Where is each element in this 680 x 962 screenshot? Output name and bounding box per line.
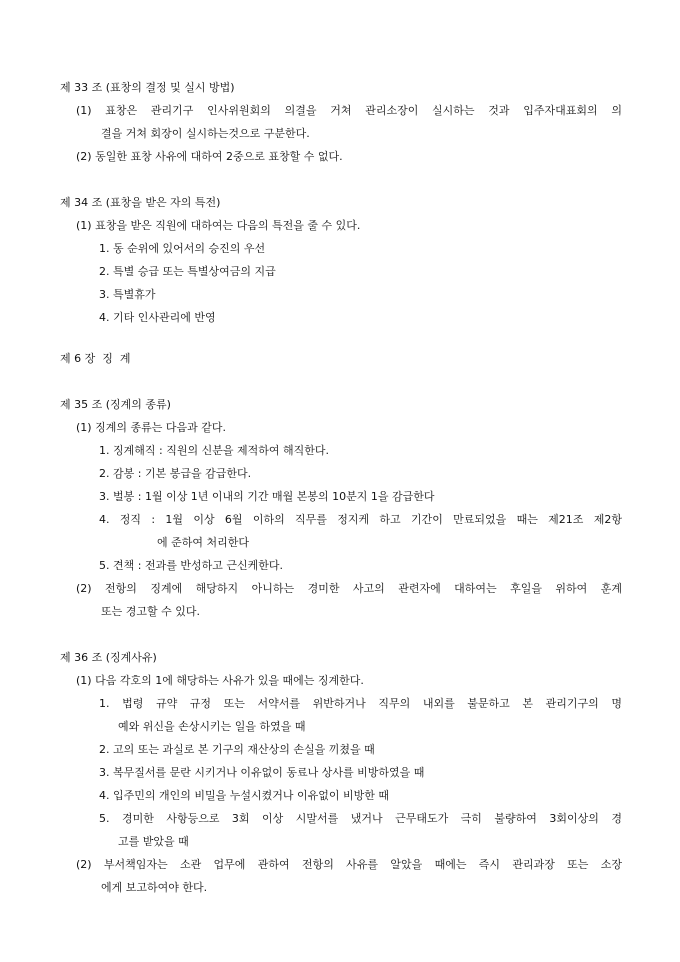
article-34-sub-2: 2. 특별 승급 또는 특별상여금의 지급 — [99, 265, 276, 278]
article-35-heading: 제 35 조 (징계의 종류) — [60, 398, 171, 411]
article-36-sub-1-cont: 예와 위신을 손상시키는 일을 하였을 때 — [118, 720, 306, 733]
article-35-sub-2: 2. 감봉 : 기본 봉급을 감급한다. — [99, 467, 252, 480]
article-35-sub-4-cont: 에 준하여 처리한다 — [157, 536, 250, 549]
article-35-sub-5: 5. 견책 : 전과를 반성하고 근신케한다. — [99, 559, 283, 572]
chapter-6-heading: 제 6 장 징 계 — [60, 352, 131, 365]
article-36-item-2: (2) 부서책임자는 소관 업무에 관하여 전항의 사유를 알았을 때에는 즉시 관리과장 또는 소장 — [76, 858, 622, 871]
article-33-item-2: (2) 동일한 표창 사유에 대하여 2중으로 표창할 수 없다. — [76, 150, 343, 163]
article-35-item-2-cont: 또는 경고할 수 있다. — [101, 605, 200, 618]
article-36-item-1: (1) 다음 각호의 1에 해당하는 사유가 있을 때에는 징계한다. — [76, 674, 364, 687]
article-33-item-1: (1) 표창은 관리기구 인사위원회의 의결을 거쳐 관리소장이 실시하는 것과 입주자대표회의 의 — [76, 104, 622, 117]
article-35-sub-3: 3. 벌봉 : 1월 이상 1년 이내의 기간 매월 본봉의 10분지 1을 감급한다 — [99, 490, 435, 503]
article-36-heading: 제 36 조 (징계사유) — [60, 651, 157, 664]
article-34-sub-1: 1. 동 순위에 있어서의 승진의 우선 — [99, 242, 266, 255]
article-33-item-1-cont: 결을 거쳐 회장이 실시하는것으로 구분한다. — [101, 127, 310, 140]
article-36-sub-4: 4. 입주민의 개인의 비밀을 누설시켰거나 이유없이 비방한 때 — [99, 789, 389, 802]
article-36-sub-3: 3. 복무질서를 문란 시키거나 이유없이 동료나 상사를 비방하였을 때 — [99, 766, 425, 779]
article-34-sub-3: 3. 특별휴가 — [99, 288, 156, 301]
article-35-sub-1: 1. 징계해직 : 직원의 신분을 제적하여 해직한다. — [99, 444, 329, 457]
article-36-sub-1: 1. 법령 규약 규정 또는 서약서를 위반하거나 직무의 내외를 불문하고 본 관리기구의 명 — [99, 697, 622, 710]
article-36-sub-2: 2. 고의 또는 과실로 본 기구의 재산상의 손실을 끼쳤을 때 — [99, 743, 375, 756]
article-33-heading: 제 33 조 (표창의 결정 및 실시 방법) — [60, 81, 235, 94]
article-36-sub-5-cont: 고를 받았을 때 — [118, 835, 189, 848]
article-35-sub-4: 4. 정직 : 1월 이상 6월 이하의 직무를 정지케 하고 기간이 만료되었을 때는 제21조 제2항 — [99, 513, 622, 526]
article-36-item-2-cont: 에게 보고하여야 한다. — [101, 881, 208, 894]
article-34-item-1: (1) 표창을 받은 직원에 대하여는 다음의 특전을 줄 수 있다. — [76, 219, 361, 232]
article-34-heading: 제 34 조 (표창을 받은 자의 특전) — [60, 196, 221, 209]
article-34-sub-4: 4. 기타 인사관리에 반영 — [99, 311, 216, 324]
article-35-item-1: (1) 징계의 종류는 다음과 같다. — [76, 421, 226, 434]
article-35-item-2: (2) 전항의 징계에 해당하지 아니하는 경미한 사고의 관련자에 대하여는 후일을 위하여 훈계 — [76, 582, 622, 595]
article-36-sub-5: 5. 경미한 사항등으로 3회 이상 시말서를 냈거나 근무태도가 극히 불량하여 3회이상의 경 — [99, 812, 622, 825]
